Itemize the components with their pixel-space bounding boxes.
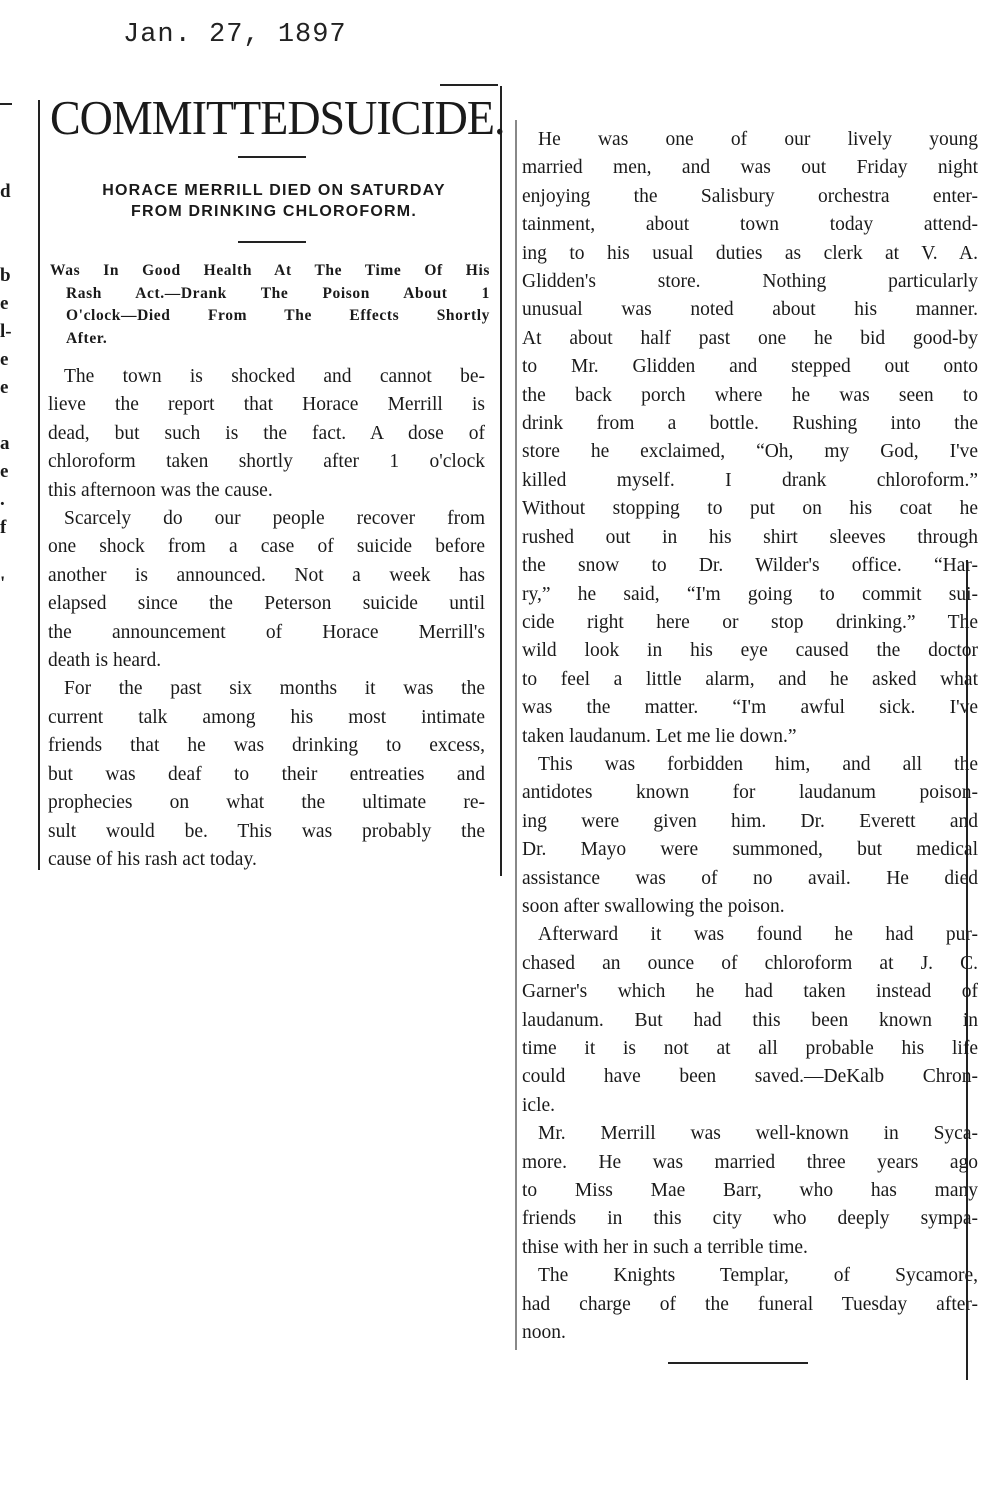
text-line: this afternoon was the cause. [48, 479, 273, 501]
text-line: sult would be. This was probably the [48, 820, 485, 842]
text-line: prophecies on what the ultimate re- [48, 792, 485, 814]
text-line: Glidden's store. Nothing particularly [522, 271, 978, 293]
fragment-letter: e [0, 349, 9, 370]
headline-word: SUICIDE. [319, 90, 505, 145]
text-line: soon after swallowing the poison. [522, 895, 785, 917]
text-line: to Mr. Glidden and stepped out onto [522, 356, 978, 378]
text-line: death is heard. [48, 650, 162, 672]
column-divider-right [515, 120, 517, 1350]
text-line: antidotes known for laudanum poison- [522, 782, 978, 804]
text-line: friends in this city who deeply sympa- [522, 1208, 978, 1230]
text-line: The Knights Templar, of Sycamore, [538, 1265, 978, 1287]
text-line: tainment, about town today attend- [522, 214, 978, 236]
text-line: For the past six months it was the [64, 678, 485, 700]
subdeck-line: O'clock—Died From The Effects Shortly [66, 307, 490, 324]
text-line: thise with her in such a terrible time. [522, 1236, 808, 1258]
text-line: could have been saved.—DeKalb Chron- [522, 1066, 978, 1088]
fragment-letter: e [0, 461, 9, 482]
text-line: store he exclaimed, “Oh, my God, I've [522, 441, 978, 463]
text-line: to feel a little alarm, and he asked what [522, 668, 978, 690]
fragment-letter [0, 234, 14, 262]
fragment-letter: d [0, 181, 11, 202]
text-line: time it is not at all probable his life [522, 1038, 978, 1059]
paragraph [522, 751, 978, 921]
text-line: Garner's which he had taken instead of [522, 981, 978, 1003]
text-line: Without stopping to put on his coat he [522, 498, 978, 520]
text-line: icle. [522, 1094, 556, 1116]
fragment-letter: f [0, 517, 7, 538]
paragraph [48, 363, 485, 505]
text-line: ing to his usual duties as clerk at V. A. [522, 242, 978, 264]
text-line: Dr. Mayo were summoned, but medical [522, 839, 978, 861]
top-rule [440, 84, 498, 86]
paragraph [48, 505, 485, 675]
deck-line: FROM DRINKING CHLOROFORM. [131, 203, 417, 220]
subdeck-line: Was In Good Health At The Time Of His [50, 262, 490, 279]
fragment-letter: a [0, 433, 10, 454]
fragment-letter: l- [0, 321, 12, 342]
text-line: This was forbidden him, and all the [538, 753, 978, 775]
article-right-column [522, 126, 978, 1347]
text-line: chased an ounce of chloroform at J. C. [522, 952, 978, 974]
text-line: the announcement of Horace Merrill's [48, 621, 485, 643]
fragment-letter [0, 542, 14, 570]
text-line: wild look in his eye caused the doctor [522, 640, 978, 662]
text-line: friends that he was drinking to excess, [48, 735, 485, 757]
headline-word: COMMITTED [50, 90, 320, 145]
headline-divider [238, 156, 306, 158]
text-line: current talk among his most intimate [48, 706, 485, 728]
clipping-date: Jan. 27, 1897 [123, 20, 347, 50]
paragraph [48, 675, 485, 874]
text-line: taken laudanum. Let me lie down.” [522, 725, 797, 747]
text-line: At about half past one he bid good-by [522, 327, 978, 349]
text-line: rushed out in his shirt sleeves through [522, 526, 978, 548]
subdeck-line: After. [66, 329, 108, 347]
deck-line: HORACE MERRILL DIED ON SATURDAY [102, 182, 446, 199]
text-line: to Miss Mae Barr, who has many [522, 1180, 978, 1202]
text-line: dead, but such is the fact. A dose of [48, 422, 485, 444]
text-line: unusual was noted about his manner. [522, 299, 978, 321]
column-divider-middle [500, 86, 502, 876]
text-line: Afterward it was found he had pur- [538, 924, 978, 946]
text-line: married men, and was out Friday night [522, 157, 978, 179]
fragment-letter: e [0, 293, 9, 314]
subdeck [50, 260, 490, 350]
fragment-letter [0, 206, 14, 234]
text-line: The town is shocked and cannot be- [64, 366, 485, 387]
text-line: elapsed since the Peterson suicide until [48, 593, 485, 615]
column-divider-left [38, 100, 40, 870]
text-line: more. He was married three years ago [522, 1151, 978, 1173]
text-line: enjoying the Salisbury orchestra enter- [522, 185, 978, 207]
fragment-letter [0, 402, 14, 430]
text-line: ry,” he said, “I'm going to commit sui- [522, 583, 978, 605]
text-line: had charge of the funeral Tuesday after- [522, 1293, 978, 1315]
text-line: another is announced. Not a week has [48, 564, 485, 586]
text-line: lieve the report that Horace Merrill is [48, 394, 485, 416]
text-line: cause of his rash act today. [48, 848, 257, 870]
text-line: drink from a bottle. Rushing into the [522, 413, 978, 435]
text-line: the snow to Dr. Wilder's office. “Har- [522, 555, 978, 577]
fragment-letter: . [0, 489, 5, 510]
text-line: the back porch where he was seen to [522, 384, 978, 406]
fragment-letter: e [0, 377, 9, 398]
text-line: chloroform taken shortly after 1 o'clock [48, 451, 485, 473]
paragraph [522, 1120, 978, 1262]
subdeck-line: Rash Act.—Drank The Poison About 1 [66, 284, 490, 302]
text-line: assistance was of no avail. He died [522, 867, 978, 889]
deck [50, 180, 498, 222]
text-line: ing were given him. Dr. Everett and [522, 810, 978, 832]
paragraph [522, 921, 978, 1120]
text-line: Scarcely do our people recover from [64, 508, 485, 530]
text-line: killed myself. I drank chloroform.” [522, 469, 978, 491]
article-left-column [48, 363, 485, 874]
text-line: Mr. Merrill was well-known in Syca- [538, 1123, 978, 1145]
text-line: one shock from a case of suicide before [48, 536, 485, 558]
text-line: noon. [522, 1322, 566, 1344]
deck-divider [238, 241, 306, 243]
text-line: but was deaf to their entreaties and [48, 763, 485, 785]
end-rule [668, 1362, 808, 1364]
text-line: laudanum. But had this been known in [522, 1009, 978, 1031]
text-line: He was one of our lively young [538, 129, 978, 150]
paragraph [522, 126, 978, 751]
fragment-letter: ' [0, 573, 6, 594]
left-margin-rule [0, 103, 12, 105]
fragment-letter: b [0, 265, 11, 286]
paragraph [522, 1262, 978, 1347]
headline [50, 90, 505, 145]
text-line: was the matter. “I'm awful sick. I've [522, 697, 978, 719]
text-line: cide right here or stop drinking.” The [522, 611, 978, 633]
adjacent-column-fragments [0, 178, 14, 598]
